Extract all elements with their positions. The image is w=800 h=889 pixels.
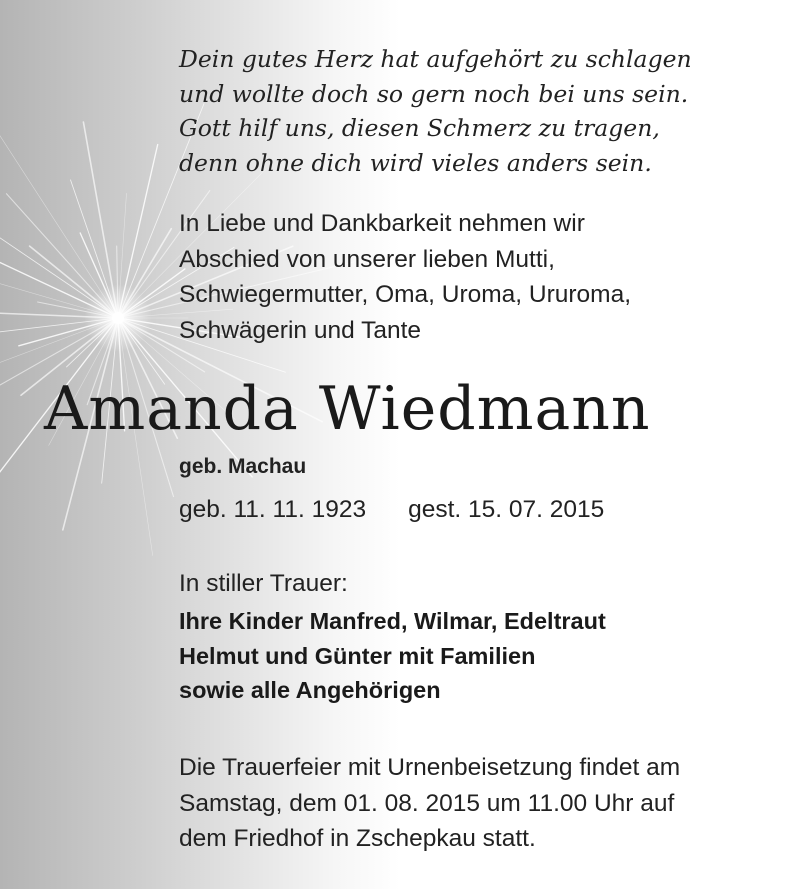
service-line: dem Friedhof in Zschepkau statt. <box>179 825 536 852</box>
service-line: Samstag, dem 01. 08. 2015 um 11.00 Uhr auf <box>179 789 675 817</box>
intro-line: In Liebe und Dankbarkeit nehmen wir <box>179 210 585 237</box>
mourners-line: Helmut und Günter mit Familien <box>179 642 536 669</box>
verse-line: Gott hilf uns, diesen Schmerz zu tragen, <box>179 114 660 142</box>
life-dates <box>179 496 604 524</box>
birth-date: geb. 11. 11. 1923 <box>179 496 367 523</box>
death-date: gest. 15. 07. 2015 <box>408 496 605 523</box>
intro-line: Schwägerin und Tante <box>179 316 421 344</box>
intro-line: Abschied von unserer lieben Mutti, <box>179 245 555 273</box>
mourners-line: sowie alle Angehörigen <box>179 677 441 703</box>
birth-name: geb. Machau <box>179 455 307 478</box>
service-line: Die Trauerfeier mit Urnenbeisetzung findet am <box>179 754 681 781</box>
intro-line: Schwiegermutter, Oma, Uroma, Ururoma, <box>179 281 632 308</box>
verse-line: denn ohne dich wird vieles anders sein. <box>179 148 652 177</box>
funeral-service-info <box>179 750 680 857</box>
deceased-name: Amanda Wiedmann <box>44 374 651 444</box>
mourning-label: In stiller Trauer: <box>179 570 348 597</box>
mourners-list <box>179 604 606 708</box>
mourners-line: Ihre Kinder Manfred, Wilmar, Edeltraut <box>179 608 606 634</box>
memorial-verse <box>179 42 779 180</box>
farewell-intro <box>179 206 779 348</box>
verse-line: und wollte doch so gern noch bei uns sein. <box>179 79 689 108</box>
verse-line: Dein gutes Herz hat aufgehört zu schlagen <box>179 45 692 73</box>
